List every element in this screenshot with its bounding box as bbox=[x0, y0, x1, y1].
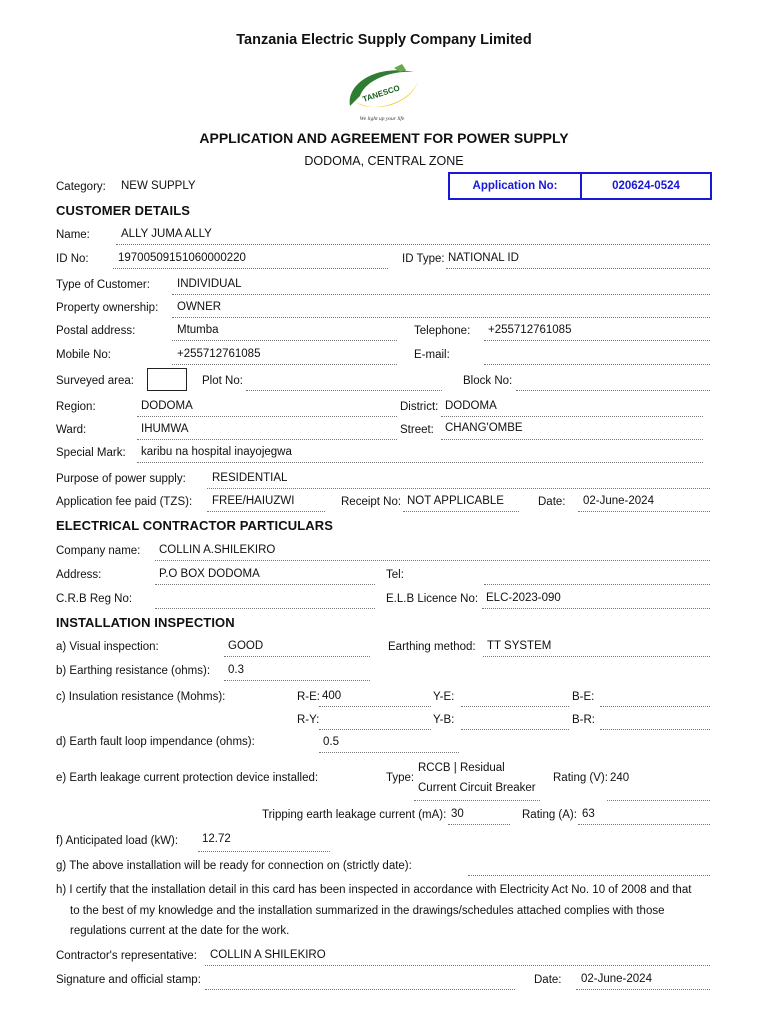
rep-line bbox=[205, 965, 710, 966]
mobile-value: +255712761085 bbox=[177, 348, 261, 360]
name-value: ALLY JUMA ALLY bbox=[121, 228, 212, 240]
elb-label: E.L.B Licence No: bbox=[386, 593, 479, 605]
signature-line[interactable] bbox=[205, 989, 515, 990]
re-line bbox=[319, 706, 431, 707]
ry-label: R-Y: bbox=[297, 714, 320, 726]
type-value-line1: RCCB | Residual bbox=[418, 762, 505, 774]
id-type-label: ID Type: bbox=[402, 253, 445, 265]
ownership-label: Property ownership: bbox=[56, 302, 159, 314]
mobile-line bbox=[172, 364, 397, 365]
receipt-line bbox=[403, 511, 519, 512]
category-label: Category: bbox=[56, 181, 106, 193]
fee-date-line bbox=[578, 511, 710, 512]
rating-a-line bbox=[578, 824, 710, 825]
type-value-line2: Current Circuit Breaker bbox=[418, 782, 536, 794]
special-mark-line bbox=[137, 462, 703, 463]
contractor-tel-line bbox=[484, 584, 710, 585]
company-name: Tanzania Electric Supply Company Limited bbox=[236, 32, 532, 48]
fee-line bbox=[207, 511, 325, 512]
signature-label: Signature and official stamp: bbox=[56, 974, 201, 986]
elb-line bbox=[482, 608, 710, 609]
fee-date-value: 02-June-2024 bbox=[583, 495, 654, 507]
loop-value: 0.5 bbox=[323, 736, 339, 748]
loop-line bbox=[319, 752, 459, 753]
type-label: Type: bbox=[386, 772, 415, 784]
ward-value: IHUMWA bbox=[141, 423, 189, 435]
contractor-company-label: Company name: bbox=[56, 545, 141, 557]
district-label: District: bbox=[400, 401, 439, 413]
br-label: B-R: bbox=[572, 714, 595, 726]
postal-label: Postal address: bbox=[56, 325, 136, 337]
receipt-value: NOT APPLICABLE bbox=[407, 495, 504, 507]
insulation-label: c) Insulation resistance (Mohms): bbox=[56, 691, 226, 703]
rating-a-value: 63 bbox=[582, 808, 595, 820]
telephone-value: +255712761085 bbox=[488, 324, 572, 336]
contractor-address-line bbox=[155, 584, 375, 585]
special-mark-value: karibu na hospital inayojegwa bbox=[141, 446, 292, 458]
street-label: Street: bbox=[400, 424, 434, 436]
surveyed-label: Surveyed area: bbox=[56, 375, 134, 387]
inspection-heading: INSTALLATION INSPECTION bbox=[56, 615, 235, 630]
region-label: Region: bbox=[56, 401, 96, 413]
yb-label: Y-B: bbox=[433, 714, 455, 726]
id-type-line bbox=[446, 268, 710, 269]
customer-details-heading: CUSTOMER DETAILS bbox=[56, 203, 191, 218]
rating-v-line bbox=[607, 800, 710, 801]
re-value: 400 bbox=[322, 690, 342, 702]
type-line bbox=[414, 800, 540, 801]
contractor-heading: ELECTRICAL CONTRACTOR PARTICULARS bbox=[56, 518, 334, 533]
ready-line bbox=[468, 875, 710, 876]
leakage-label: e) Earth leakage current protection device installed: bbox=[56, 772, 319, 784]
crb-label: C.R.B Reg No: bbox=[56, 593, 133, 605]
region-value: DODOMA bbox=[141, 400, 193, 412]
earthing-method-line bbox=[483, 656, 710, 657]
customer-type-value: INDIVIDUAL bbox=[177, 278, 242, 290]
application-no-label: Application No: bbox=[450, 174, 582, 198]
ye-line bbox=[461, 706, 569, 707]
cert-line-1: h) I certify that the installation detail in this card has been inspected in accordance with Electricity Act No. 10 of 2008 and that bbox=[56, 884, 692, 896]
load-label: f) Anticipated load (kW): bbox=[56, 835, 179, 847]
ward-label: Ward: bbox=[56, 424, 87, 436]
ry-line bbox=[319, 729, 431, 730]
purpose-line bbox=[207, 488, 710, 489]
telephone-label: Telephone: bbox=[414, 325, 471, 337]
contractor-address-value: P.O BOX DODOMA bbox=[159, 568, 260, 580]
earthing-res-label: b) Earthing resistance (ohms): bbox=[56, 665, 211, 677]
special-mark-label: Special Mark: bbox=[56, 447, 126, 459]
ye-label: Y-E: bbox=[433, 691, 455, 703]
application-no-value: 020624-0524 bbox=[612, 180, 680, 192]
name-line bbox=[116, 244, 710, 245]
elb-value: ELC-2023-090 bbox=[486, 592, 561, 604]
customer-type-line bbox=[172, 294, 710, 295]
earthing-res-line bbox=[224, 680, 370, 681]
email-line bbox=[484, 364, 710, 365]
contractor-company-value: COLLIN A.SHILEKIRO bbox=[159, 544, 276, 556]
sign-date-label: Date: bbox=[534, 974, 562, 986]
fee-date-label: Date: bbox=[538, 496, 566, 508]
name-label: Name: bbox=[56, 229, 90, 241]
tripping-label: Tripping earth leakage current (mA): bbox=[262, 809, 447, 821]
form-title: APPLICATION AND AGREEMENT FOR POWER SUPPLY bbox=[199, 130, 569, 146]
customer-type-label: Type of Customer: bbox=[56, 279, 150, 291]
yb-line bbox=[461, 729, 569, 730]
rep-value: COLLIN A SHILEKIRO bbox=[210, 949, 326, 961]
tanesco-logo bbox=[336, 62, 426, 124]
category-value: NEW SUPPLY bbox=[121, 180, 196, 192]
region-line bbox=[137, 416, 397, 417]
crb-line bbox=[155, 608, 375, 609]
ownership-value: OWNER bbox=[177, 301, 222, 313]
block-label: Block No: bbox=[463, 375, 513, 387]
visual-value: GOOD bbox=[228, 640, 264, 652]
telephone-line bbox=[484, 340, 710, 341]
district-value: DODOMA bbox=[445, 400, 497, 412]
street-line bbox=[441, 439, 703, 440]
earthing-method-value: TT SYSTEM bbox=[487, 640, 552, 652]
fee-value: FREE/HAIUZWI bbox=[212, 495, 295, 507]
rating-v-value: 240 bbox=[610, 772, 630, 784]
plot-label: Plot No: bbox=[202, 375, 243, 387]
purpose-value: RESIDENTIAL bbox=[212, 472, 288, 484]
mobile-label: Mobile No: bbox=[56, 349, 111, 361]
rating-v-label: Rating (V): bbox=[553, 772, 608, 784]
contractor-address-label: Address: bbox=[56, 569, 102, 581]
id-no-label: ID No: bbox=[56, 253, 89, 265]
postal-line bbox=[172, 340, 397, 341]
cert-line-2: to the best of my knowledge and the installation summarized in the drawings/schedules attached complies with those bbox=[70, 905, 665, 917]
application-number-box bbox=[448, 172, 712, 200]
visual-line bbox=[224, 656, 370, 657]
id-no-line bbox=[113, 268, 388, 269]
loop-label: d) Earth fault loop impendance (ohms): bbox=[56, 736, 255, 748]
sign-date-line bbox=[576, 989, 710, 990]
surveyed-checkbox[interactable] bbox=[147, 368, 187, 391]
earthing-res-value: 0.3 bbox=[228, 664, 244, 676]
contractor-company-line bbox=[155, 560, 710, 561]
load-line bbox=[198, 851, 330, 852]
sign-date-value: 02-June-2024 bbox=[581, 973, 652, 985]
rep-label: Contractor's representative: bbox=[56, 950, 197, 962]
be-label: B-E: bbox=[572, 691, 595, 703]
id-no-value: 19700509151060000220 bbox=[118, 252, 246, 264]
purpose-label: Purpose of power supply: bbox=[56, 473, 186, 485]
zone-subtitle: DODOMA, CENTRAL ZONE bbox=[304, 154, 464, 168]
contractor-tel-label: Tel: bbox=[386, 569, 404, 581]
load-value: 12.72 bbox=[202, 833, 231, 845]
rating-a-label: Rating (A): bbox=[522, 809, 577, 821]
postal-value: Mtumba bbox=[177, 324, 219, 336]
receipt-label: Receipt No: bbox=[341, 496, 402, 508]
re-label: R-E: bbox=[297, 691, 320, 703]
tripping-value: 30 bbox=[451, 808, 464, 820]
ready-label: g) The above installation will be ready for connection on (strictly date): bbox=[56, 860, 412, 872]
svg-text:TANESCO: TANESCO bbox=[361, 83, 401, 104]
visual-label: a) Visual inspection: bbox=[56, 641, 159, 653]
district-line bbox=[441, 416, 703, 417]
ward-line bbox=[137, 439, 397, 440]
email-label: E-mail: bbox=[414, 349, 450, 361]
be-line bbox=[600, 706, 710, 707]
plot-line bbox=[246, 390, 442, 391]
ownership-line bbox=[172, 317, 710, 318]
block-line bbox=[516, 390, 710, 391]
cert-line-3: regulations current at the date for the work. bbox=[70, 925, 290, 937]
fee-label: Application fee paid (TZS): bbox=[56, 496, 193, 508]
earthing-method-label: Earthing method: bbox=[388, 641, 476, 653]
svg-text:We light up your life: We light up your life bbox=[359, 116, 405, 122]
br-line bbox=[600, 729, 710, 730]
id-type-value: NATIONAL ID bbox=[448, 252, 519, 264]
tripping-line bbox=[448, 824, 510, 825]
street-value: CHANG'OMBE bbox=[445, 422, 523, 434]
